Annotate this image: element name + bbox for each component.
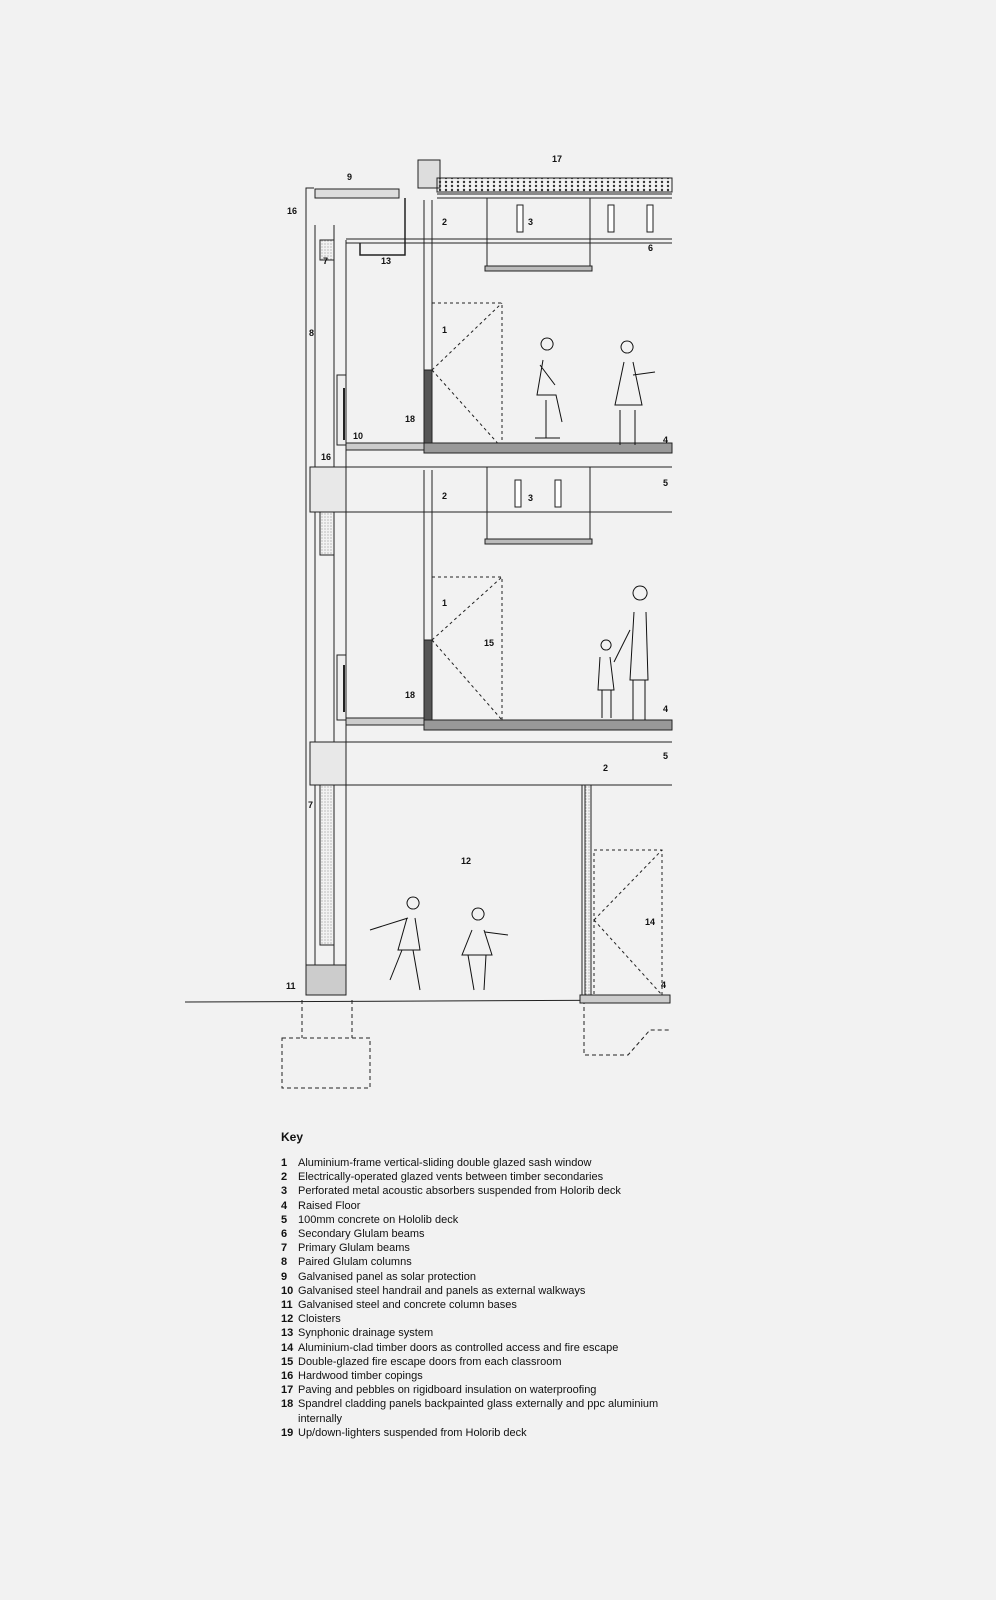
callout-3-top: 3 — [528, 217, 534, 227]
key-item-number: 2 — [281, 1171, 288, 1184]
key-legend — [281, 1130, 701, 1440]
key-item-text: Primary Glulam beams — [298, 1242, 410, 1255]
callout-13: 13 — [381, 256, 392, 266]
key-item-text: Raised Floor — [298, 1199, 361, 1212]
callout-10: 10 — [353, 431, 364, 441]
key-item-text: Synphonic drainage system — [298, 1327, 434, 1340]
key-item — [281, 1227, 701, 1241]
callout-1-mid: 1 — [442, 598, 448, 608]
upper-walkway — [337, 375, 424, 450]
key-item-number: 8 — [281, 1256, 288, 1269]
key-item-number: 7 — [281, 1242, 288, 1255]
key-item-text: Perforated metal acoustic absorbers suspended from Holorib deck — [298, 1185, 621, 1198]
callout-15: 15 — [484, 638, 495, 648]
key-item-text: Double-glazed fire escape doors from each classroom — [298, 1355, 562, 1368]
key-item-number: 3 — [281, 1185, 288, 1198]
key-item-text: Electrically-operated glazed vents between timber secondaries — [298, 1171, 604, 1184]
callout-17: 17 — [552, 154, 563, 164]
callout-16-top: 16 — [287, 206, 298, 216]
key-item — [281, 1156, 701, 1170]
people-silhouettes — [370, 338, 655, 990]
first-floor-slab — [310, 443, 672, 512]
callout-18-mid: 18 — [405, 690, 416, 700]
callout-6: 6 — [648, 243, 654, 253]
key-item-text: Galvanised steel handrail and panels as external walkways — [298, 1284, 586, 1297]
key-item — [281, 1298, 701, 1312]
callout-5-top: 5 — [663, 478, 669, 488]
callout-1-top: 1 — [442, 325, 448, 335]
callout-2-top: 2 — [442, 217, 448, 227]
key-item-number: 11 — [281, 1299, 293, 1312]
key-item-number: 12 — [281, 1313, 294, 1326]
key-item-text: Aluminium-frame vertical-sliding double glazed sash window — [298, 1157, 592, 1169]
key-item — [281, 1426, 701, 1440]
callout-14: 14 — [645, 917, 656, 927]
key-item-number: 10 — [281, 1284, 294, 1297]
key-item — [281, 1270, 701, 1284]
key-item-text: Up/down-lighters suspended from Holorib deck — [298, 1426, 527, 1439]
key-item-number: 13 — [281, 1327, 294, 1340]
upper-window-wall — [424, 200, 502, 448]
callout-12: 12 — [461, 856, 472, 866]
key-item-text: Hardwood timber copings — [298, 1370, 423, 1383]
key-item — [281, 1199, 701, 1213]
key-item-number: 18 — [281, 1398, 294, 1411]
callout-7-low: 7 — [308, 800, 314, 810]
key-item-text: Paving and pebbles on rigidboard insulation on waterproofing — [298, 1384, 597, 1397]
key-item-number: 5 — [281, 1213, 288, 1226]
key-item — [281, 1355, 701, 1369]
key-item-number: 1 — [281, 1157, 288, 1169]
key-item-text: Aluminium-clad timber doors as controlled access and fire escape — [298, 1341, 619, 1354]
callout-4-mid: 4 — [663, 704, 669, 714]
callout-18-top: 18 — [405, 414, 416, 424]
acoustic-absorbers-middle — [485, 467, 592, 544]
callout-labels — [286, 154, 668, 991]
key-item-text: Galvanised panel as solar protection — [298, 1270, 476, 1283]
callout-8: 8 — [309, 328, 315, 338]
key-item-text: Secondary Glulam beams — [298, 1228, 425, 1241]
key-list — [281, 1156, 701, 1440]
key-item-text: Galvanised steel and concrete column bases — [298, 1299, 517, 1312]
ground-floor-ceiling-slab — [310, 720, 672, 785]
key-item — [281, 1170, 701, 1184]
key-item — [281, 1397, 701, 1425]
door-foundation — [584, 1000, 670, 1055]
key-item — [281, 1369, 701, 1383]
callout-3-mid: 3 — [528, 493, 534, 503]
key-item — [281, 1255, 701, 1269]
callout-7-top: 7 — [323, 256, 329, 266]
callout-16-mid: 16 — [321, 452, 332, 462]
callout-11: 11 — [286, 981, 296, 991]
key-item — [281, 1383, 701, 1397]
callout-9: 9 — [347, 172, 353, 182]
key-item-text: Cloisters — [298, 1313, 341, 1326]
key-item-number: 16 — [281, 1370, 294, 1383]
key-item — [281, 1284, 701, 1298]
roof — [306, 160, 672, 255]
callout-4-top: 4 — [663, 435, 669, 445]
key-item-number: 15 — [281, 1355, 294, 1368]
key-item-number: 17 — [281, 1384, 294, 1397]
callout-4-low: 4 — [661, 980, 667, 990]
callout-2-low: 2 — [603, 763, 609, 773]
column-foundation — [282, 1038, 370, 1088]
key-item — [281, 1241, 701, 1255]
callout-5-mid: 5 — [663, 751, 669, 761]
key-item — [281, 1184, 701, 1198]
acoustic-absorbers-top — [485, 198, 653, 271]
key-item-number: 14 — [281, 1341, 294, 1354]
key-item-text: Paired Glulam columns — [298, 1256, 412, 1269]
glulam-columns — [306, 195, 346, 995]
cloister-door — [580, 785, 670, 1003]
key-item-number: 19 — [281, 1426, 294, 1439]
key-item — [281, 1326, 701, 1340]
key-item-text: Spandrel cladding panels backpainted glass externally and ppc aluminium internally — [298, 1398, 659, 1425]
key-item-text: 100mm concrete on Hololib deck — [298, 1213, 459, 1226]
key-item-number: 6 — [281, 1228, 288, 1241]
callout-2-mid: 2 — [442, 491, 448, 501]
key-item — [281, 1213, 701, 1227]
key-item — [281, 1312, 701, 1326]
key-title: Key — [281, 1130, 304, 1144]
key-item-number: 4 — [281, 1199, 288, 1212]
middle-window-wall — [424, 470, 502, 720]
key-item — [281, 1341, 701, 1355]
key-item-number: 9 — [281, 1270, 288, 1283]
